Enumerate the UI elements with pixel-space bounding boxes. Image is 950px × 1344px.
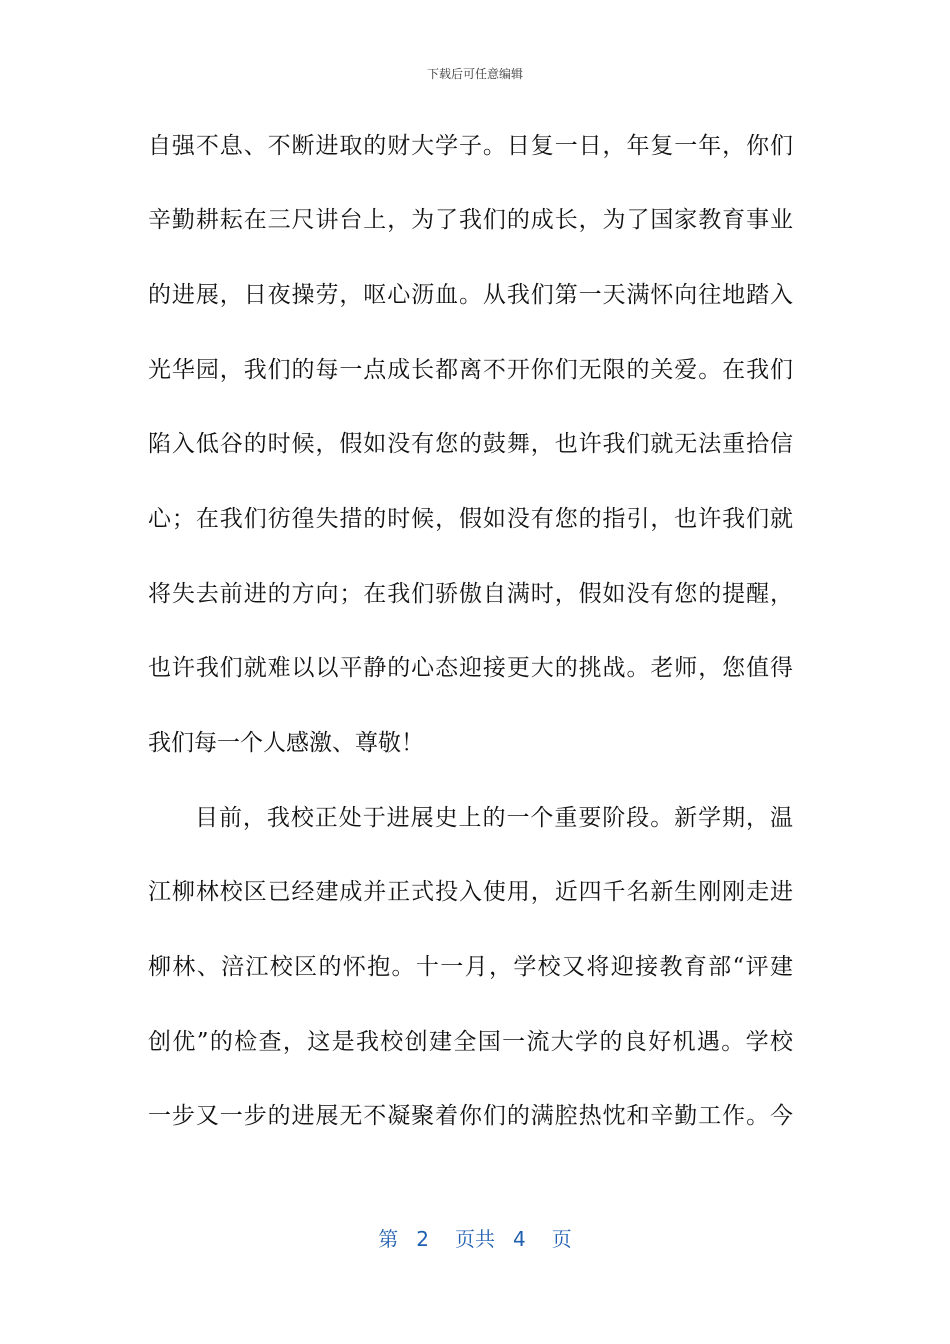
- footer-suffix: 页: [551, 1227, 572, 1251]
- body-line-12: 柳林、涪江校区的怀抱。十一月，学校又将迎接教育部“评建: [148, 954, 793, 980]
- footer-current-page: 2: [416, 1227, 429, 1251]
- body-line-2: 辛勤耕耘在三尺讲台上，为了我们的成长，为了国家教育事业: [148, 207, 793, 233]
- page-footer: [0, 1226, 950, 1252]
- footer-middle: 页共: [455, 1227, 495, 1251]
- body-line-1: 自强不息、不断进取的财大学子。日复一日，年复一年，你们: [148, 133, 793, 159]
- body-line-5: 陷入低谷的时候，假如没有您的鼓舞，也许我们就无法重拾信: [148, 431, 793, 457]
- footer-total-pages: 4: [513, 1227, 526, 1251]
- body-line-13: 创优”的检查，这是我校创建全国一流大学的良好机遇。学校: [148, 1029, 793, 1055]
- body-line-14: 一步又一步的进展无不凝聚着你们的满腔热忱和辛勤工作。今: [148, 1103, 793, 1129]
- body-line-11: 江柳林校区已经建成并正式投入使用，近四千名新生刚刚走进: [148, 879, 793, 905]
- body-line-10: 目前，我校正处于进展史上的一个重要阶段。新学期，温: [195, 805, 793, 831]
- body-line-9: 我们每一个人感激、尊敬！: [148, 730, 424, 756]
- body-line-8: 也许我们就难以以平静的心态迎接更大的挑战。老师，您值得: [148, 655, 793, 681]
- page-header: 下载后可任意编辑: [426, 67, 523, 81]
- body-line-4: 光华园，我们的每一点成长都离不开你们无限的关爱。在我们: [148, 357, 793, 383]
- body-line-3: 的进展，日夜操劳，呕心沥血。从我们第一天满怀向往地踏入: [148, 282, 793, 308]
- footer-prefix: 第: [378, 1227, 399, 1251]
- body-line-7: 将失去前进的方向；在我们骄傲自满时，假如没有您的提醒，: [148, 581, 793, 607]
- body-line-6: 心；在我们彷徨失措的时候，假如没有您的指引，也许我们就: [148, 506, 793, 532]
